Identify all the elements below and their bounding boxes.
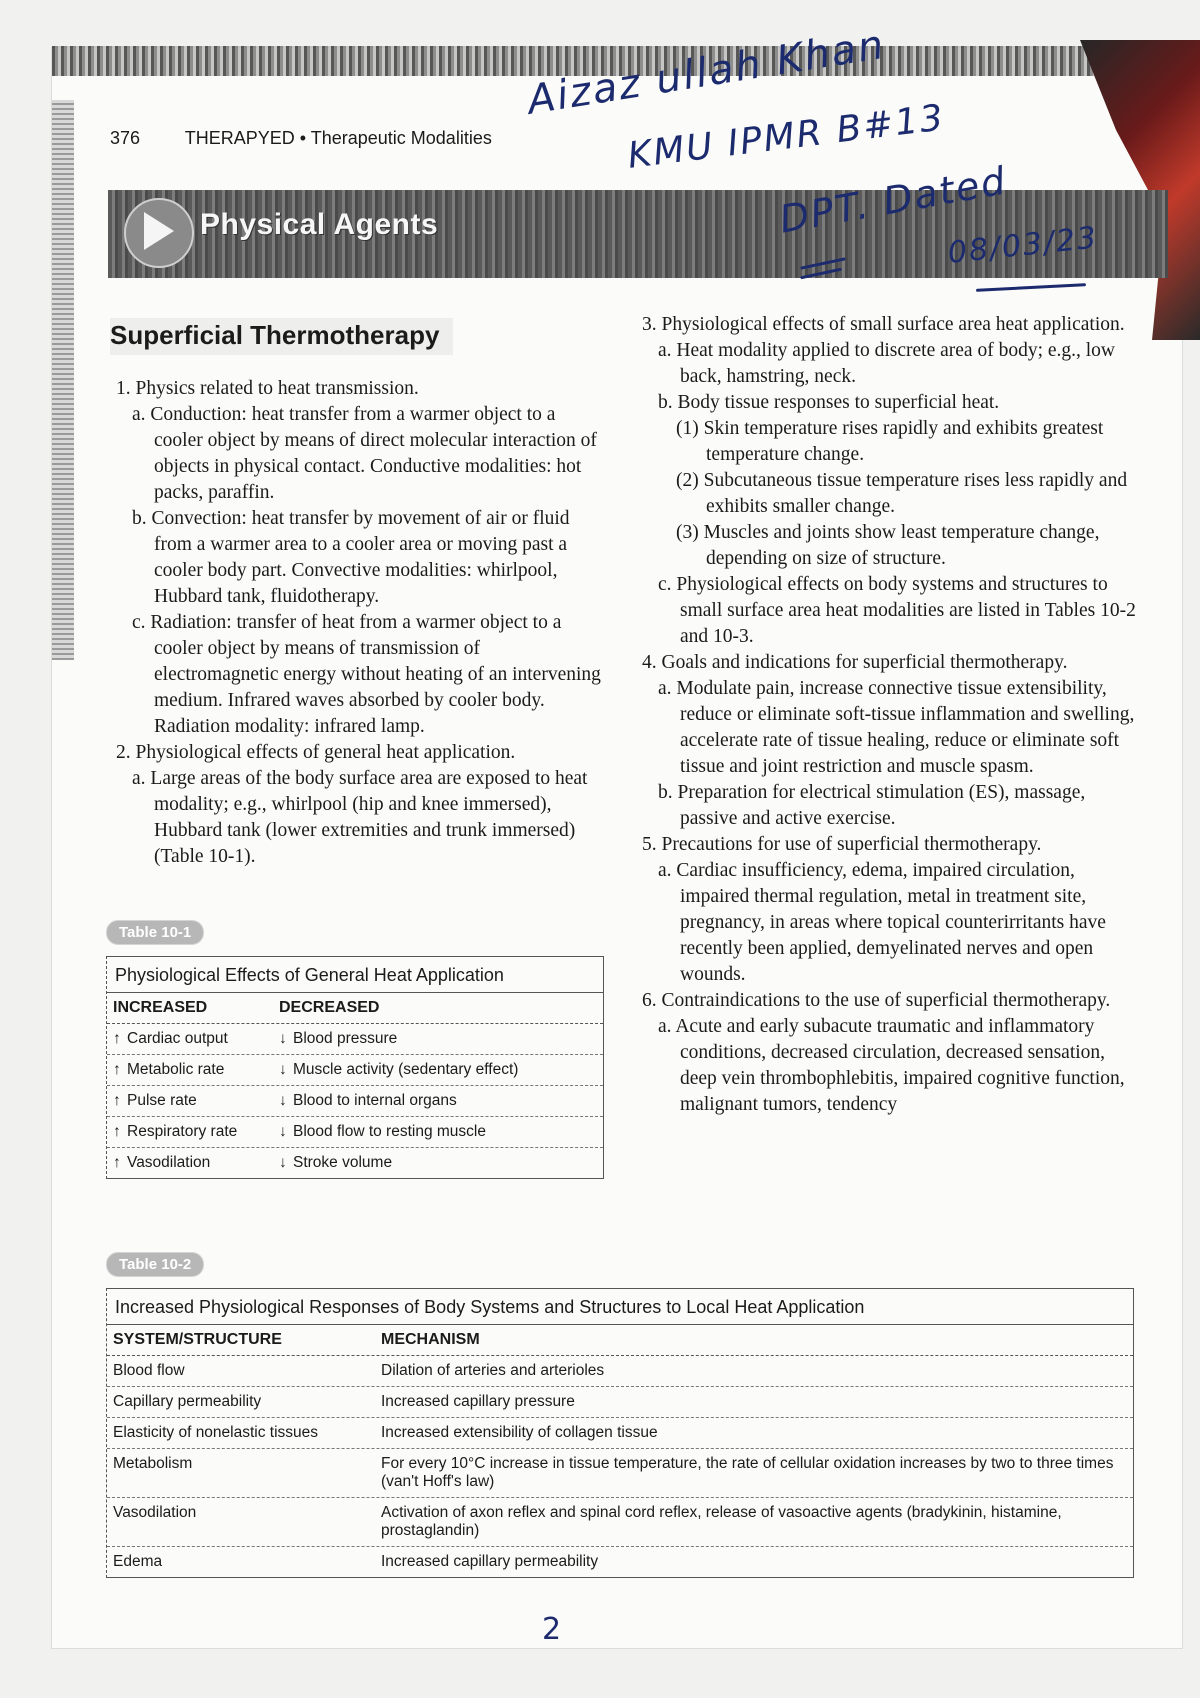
increased-cell: Respiratory rate bbox=[127, 1123, 238, 1140]
down-arrow-icon: ↓ bbox=[279, 1030, 287, 1047]
item-3a: a. Heat modality applied to discrete area of body; e.g., low back, hamstring, neck. bbox=[658, 340, 1116, 387]
mechanism-cell: Increased capillary permeability bbox=[381, 1553, 599, 1570]
increased-cell: Vasodilation bbox=[127, 1154, 211, 1171]
table-row bbox=[107, 1547, 1133, 1577]
table1-header bbox=[107, 993, 603, 1024]
item-5a: a. Cardiac insufficiency, edema, impaired circulation, impaired thermal regulation, metal in treatment site, pregnancy, in areas where topical counterirritants have recently been applied, demyelinated nerves and open wounds. bbox=[658, 860, 1106, 985]
mechanism-cell: For every 10°C increase in tissue temperature, the rate of cellular oxidation increases by two to three times (van't Hoff's law) bbox=[381, 1455, 1114, 1490]
table1-col-increased: INCREASED bbox=[113, 999, 208, 1016]
table2-header bbox=[107, 1325, 1133, 1356]
running-title: THERAPYED • Therapeutic Modalities bbox=[184, 128, 492, 148]
running-header bbox=[110, 128, 492, 149]
item-6: 6. Contraindications to the use of superficial thermotherapy. bbox=[642, 990, 1111, 1011]
table-10-1 bbox=[106, 956, 604, 1179]
handwritten-page-mark: 2 bbox=[542, 1612, 562, 1647]
item-1a: a. Conduction: heat transfer from a warmer object to a cooler object by means of direct molecular interaction of objects in physical contact. Conductive modalities: hot packs, paraffin. bbox=[132, 404, 597, 503]
mechanism-cell: Increased extensibility of collagen tissue bbox=[381, 1424, 658, 1441]
mechanism-cell: Activation of axon reflex and spinal cord reflex, release of vasoactive agents (bradykinin, histamine, prostaglandin) bbox=[381, 1504, 1062, 1539]
system-cell: Vasodilation bbox=[113, 1504, 197, 1521]
item-3b1: (1) Skin temperature rises rapidly and exhibits greatest temperature change. bbox=[676, 418, 1104, 465]
increased-cell: Cardiac output bbox=[127, 1030, 228, 1047]
table-row bbox=[107, 1356, 1133, 1387]
decreased-cell: Muscle activity (sedentary effect) bbox=[293, 1061, 519, 1078]
decreased-cell: Stroke volume bbox=[293, 1154, 393, 1171]
handwritten-date: 08/03/23 bbox=[946, 220, 1100, 271]
table-row bbox=[107, 1117, 603, 1148]
item-3b2: (2) Subcutaneous tissue temperature rises less rapidly and exhibits smaller change. bbox=[676, 470, 1128, 517]
system-cell: Edema bbox=[113, 1553, 163, 1570]
decreased-cell: Blood to internal organs bbox=[293, 1092, 457, 1109]
decreased-cell: Blood flow to resting muscle bbox=[293, 1123, 486, 1140]
table1-title: Physiological Effects of General Heat Application bbox=[107, 957, 603, 993]
item-5: 5. Precautions for use of superficial thermotherapy. bbox=[642, 834, 1042, 855]
section-title: Superficial Thermotherapy bbox=[110, 318, 453, 355]
table2-title: Increased Physiological Responses of Body Systems and Structures to Local Heat Application bbox=[107, 1289, 1133, 1325]
table2-col-mechanism: MECHANISM bbox=[381, 1331, 480, 1348]
table-row bbox=[107, 1024, 603, 1055]
item-2: 2. Physiological effects of general heat application. bbox=[116, 742, 516, 763]
system-cell: Elasticity of nonelastic tissues bbox=[113, 1424, 319, 1441]
item-3b3: (3) Muscles and joints show least temperature change, depending on size of structure. bbox=[676, 522, 1100, 569]
table1-label: Table 10-1 bbox=[106, 920, 204, 945]
table-row bbox=[107, 1449, 1133, 1498]
banner-title: Physical Agents bbox=[200, 208, 439, 241]
mechanism-cell: Dilation of arteries and arterioles bbox=[381, 1362, 605, 1379]
item-1: 1. Physics related to heat transmission. bbox=[116, 378, 419, 399]
table1-col-decreased: DECREASED bbox=[279, 999, 380, 1016]
up-arrow-icon: ↑ bbox=[113, 1092, 121, 1109]
down-arrow-icon: ↓ bbox=[279, 1061, 287, 1078]
table-row bbox=[107, 1148, 603, 1178]
item-6a: a. Acute and early subacute traumatic and inflammatory conditions, decreased circulation, decreased sensation, deep vein thrombophlebitis, impaired cognitive function, malignant tumors, tendency bbox=[658, 1016, 1125, 1115]
left-column bbox=[110, 376, 602, 870]
item-4: 4. Goals and indications for superficial thermotherapy. bbox=[642, 652, 1068, 673]
right-column bbox=[636, 312, 1144, 1118]
system-cell: Blood flow bbox=[113, 1362, 185, 1379]
table-10-2 bbox=[106, 1288, 1134, 1578]
table-row bbox=[107, 1387, 1133, 1418]
play-icon bbox=[144, 212, 174, 250]
table-row bbox=[107, 1086, 603, 1117]
item-1b: b. Convection: heat transfer by movement of air or fluid from a warmer area to a cooler area or moving past a cooler body part. Convective modalities: whirlpool, Hubbard tank, fluidotherapy. bbox=[132, 508, 570, 607]
item-2a: a. Large areas of the body surface area are exposed to heat modality; e.g., whirlpool (hip and knee immersed), Hubbard tank (lower extremities and trunk immersed) (Table 10-1). bbox=[132, 768, 588, 867]
system-cell: Capillary permeability bbox=[113, 1393, 262, 1410]
down-arrow-icon: ↓ bbox=[279, 1154, 287, 1171]
table-row bbox=[107, 1055, 603, 1086]
system-cell: Metabolism bbox=[113, 1455, 193, 1472]
up-arrow-icon: ↑ bbox=[113, 1061, 121, 1078]
scan-edge-left bbox=[52, 100, 74, 660]
item-3b: b. Body tissue responses to superficial heat. bbox=[658, 392, 1000, 413]
handwritten-dated: DPT. Dated bbox=[776, 158, 1011, 242]
table-row bbox=[107, 1418, 1133, 1449]
increased-cell: Pulse rate bbox=[127, 1092, 197, 1109]
up-arrow-icon: ↑ bbox=[113, 1030, 121, 1047]
item-4a: a. Modulate pain, increase connective tissue extensibility, reduce or eliminate soft-tissue inflammation and swelling, accelerate rate of tissue healing, reduce or eliminate soft tissue and joint restriction and muscle spasm. bbox=[658, 678, 1135, 777]
decreased-cell: Blood pressure bbox=[293, 1030, 398, 1047]
page-number: 376 bbox=[110, 128, 141, 148]
item-3: 3. Physiological effects of small surface area heat application. bbox=[642, 314, 1125, 335]
down-arrow-icon: ↓ bbox=[279, 1123, 287, 1140]
table-row bbox=[107, 1498, 1133, 1547]
mechanism-cell: Increased capillary pressure bbox=[381, 1393, 575, 1410]
up-arrow-icon: ↑ bbox=[113, 1154, 121, 1171]
increased-cell: Metabolic rate bbox=[127, 1061, 225, 1078]
down-arrow-icon: ↓ bbox=[279, 1092, 287, 1109]
item-1c: c. Radiation: transfer of heat from a warmer object to a cooler object by means of transmission of electromagnetic energy without heating of an intervening medium. Infrared waves absorbed by cooler body. Radiation modality: infrared lamp. bbox=[132, 612, 601, 737]
table2-label: Table 10-2 bbox=[106, 1252, 204, 1277]
item-4b: b. Preparation for electrical stimulation (ES), massage, passive and active exercise. bbox=[658, 782, 1086, 829]
handwritten-name: Aizaz ullah Khan bbox=[524, 21, 889, 124]
table2-col-system: SYSTEM/STRUCTURE bbox=[113, 1331, 282, 1348]
item-3c: c. Physiological effects on body systems and structures to small surface area heat modalities are listed in Tables 10-2 and 10-3. bbox=[658, 574, 1136, 647]
handwritten-batch: KMU IPMR B#13 bbox=[625, 97, 948, 177]
up-arrow-icon: ↑ bbox=[113, 1123, 121, 1140]
